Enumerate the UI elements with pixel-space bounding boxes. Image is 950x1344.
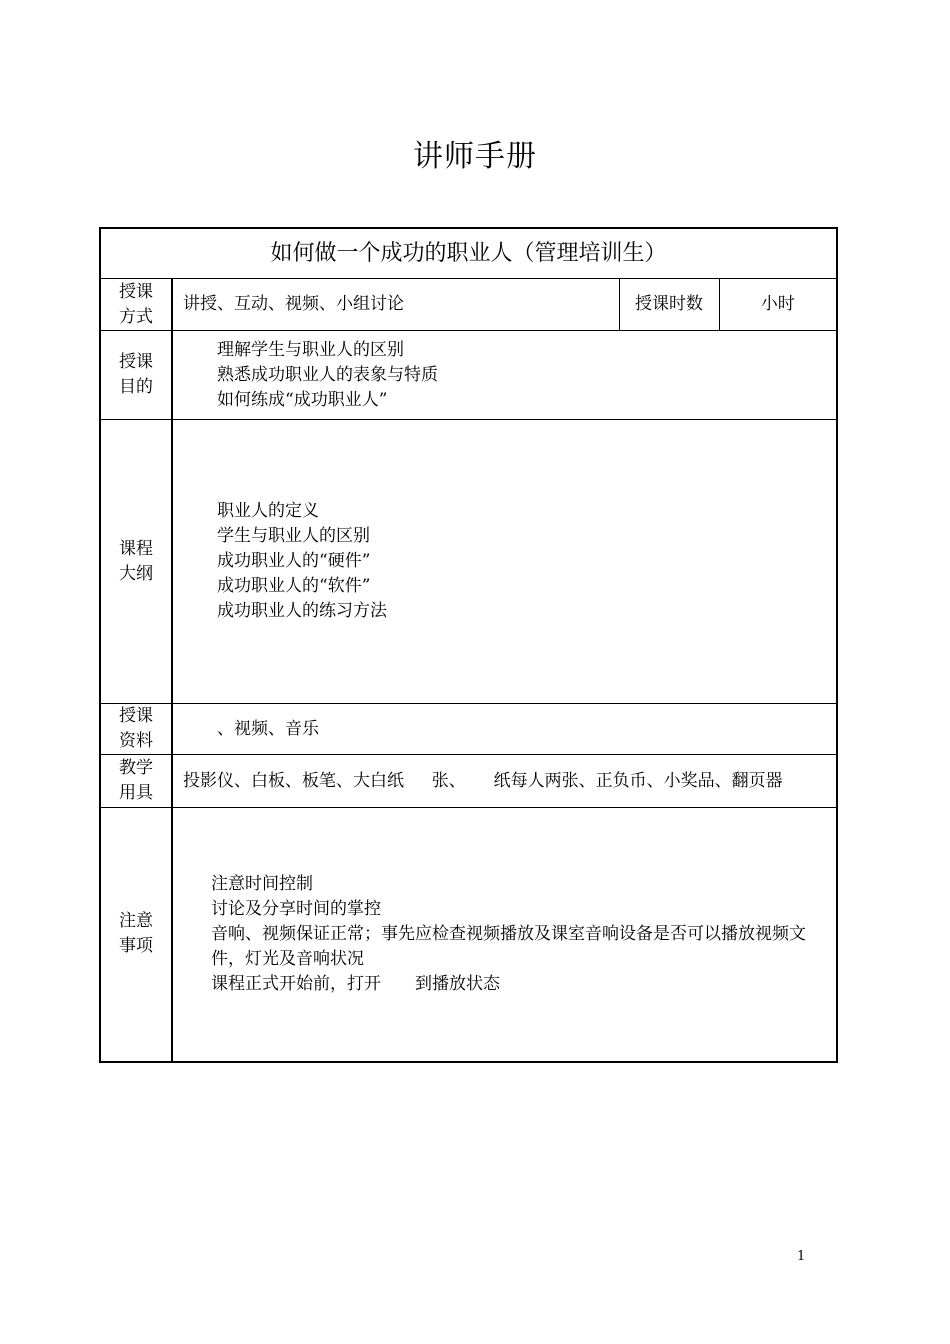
outline-list (173, 499, 836, 624)
materials-row (100, 704, 837, 755)
objectives-content (172, 331, 837, 420)
method-label: 授课 方式 (100, 279, 172, 331)
list-item: 讨论及分享时间的掌控 (211, 898, 381, 919)
course-info-table (99, 227, 838, 1063)
objectives-label: 授课 目的 (100, 331, 172, 420)
hours-unit: 小时 (719, 279, 837, 331)
notes-row (100, 808, 837, 1062)
materials-value: 、视频、音乐 (217, 718, 319, 739)
method-row (100, 279, 837, 331)
outline-content (172, 420, 837, 704)
list-item: 职业人的定义 (217, 501, 319, 521)
list-item: 学生与职业人的区别 (217, 526, 370, 546)
list-item: 课程正式开始前，打开 到播放状态 (211, 973, 500, 994)
outline-label: 课程 大纲 (100, 420, 172, 704)
document-title: 讲师手册 (413, 139, 537, 174)
list-item: 注意时间控制 (211, 873, 313, 894)
objectives-list (173, 338, 836, 413)
page-number: 1 (797, 1249, 806, 1264)
list-item: 成功职业人的“硬件” (217, 551, 371, 571)
outline-row (100, 420, 837, 704)
tools-row (100, 755, 837, 808)
course-title-row (100, 228, 837, 279)
tools-value: 投影仪、白板、板笔、大白纸 张、 纸每人两张、正负币、小奖品、翻页器 (183, 770, 783, 791)
tools-label: 教学 用具 (100, 755, 172, 808)
list-item: 成功职业人的“软件” (217, 576, 371, 596)
tools-content (172, 755, 837, 808)
materials-label: 授课 资料 (100, 704, 172, 755)
notes-content (172, 808, 837, 1062)
method-value: 讲授、互动、视频、小组讨论 (172, 279, 619, 331)
notes-list (173, 872, 836, 997)
hours-label: 授课时数 (619, 279, 719, 331)
objectives-row (100, 331, 837, 420)
list-item: 熟悉成功职业人的表象与特质 (217, 364, 438, 385)
notes-label: 注意 事项 (100, 808, 172, 1062)
course-title: 如何做一个成功的职业人（管理培训生） (100, 228, 837, 279)
list-item: 成功职业人的练习方法 (217, 601, 387, 621)
list-item: 音响、视频保证正常；事先应检查视频播放及课室音响设备是否可以播放视频文件，灯光及音响状况 (211, 923, 806, 969)
materials-content (172, 704, 837, 755)
list-item: 理解学生与职业人的区别 (217, 339, 404, 360)
list-item: 如何练成“成功职业人” (217, 389, 388, 410)
